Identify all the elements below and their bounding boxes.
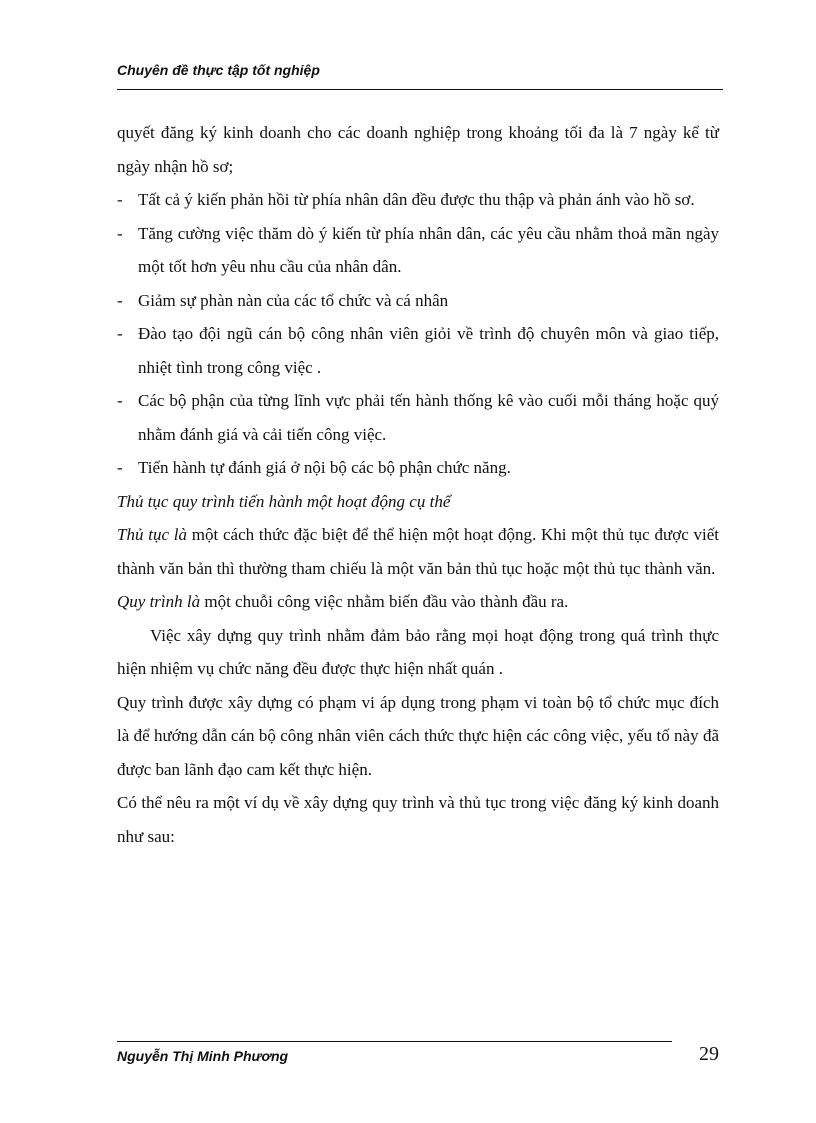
- bullet-item: [117, 183, 719, 217]
- bullet-text: Tiến hành tự đánh giá ở nội bộ các bộ phận chức năng.: [138, 458, 511, 477]
- paragraph-example: Có thể nêu ra một ví dụ về xây dựng quy trình và thủ tục trong việc đăng ký kinh doanh như sau:: [117, 793, 719, 846]
- paragraph-pham-vi: Quy trình được xây dựng có phạm vi áp dụng trong phạm vi toàn bộ tổ chức mục đích là để hướng dẫn cán bộ công nhân viên cách thức thực hiện các công việc, yếu tố này đã được ban lãnh đạo cam kết thực hiện.: [117, 692, 719, 779]
- paragraph-quy-trinh: [117, 585, 719, 619]
- bullet-text: Giảm sự phàn nàn của các tổ chức và cá nhân: [138, 290, 449, 310]
- page-number: 29: [699, 1043, 719, 1065]
- paragraph-viec-xay-dung: Việc xây dựng quy trình nhằm đảm bảo rằng mọi hoạt động trong quá trình thực hiện nhiệm vụ chức năng đều được thực hiện nhất quán .: [117, 625, 719, 678]
- term-quy-trinh: Quy trình là: [117, 592, 201, 611]
- bullet-text: Đào tạo đội ngũ cán bộ công nhân viên giỏi về trình độ chuyên môn và giao tiếp, nhiệt tình trong công việc .: [138, 324, 719, 377]
- bullet-item: [117, 217, 719, 284]
- bullet-dash: -: [117, 391, 123, 410]
- definition-quy-trinh: một chuỗi công việc nhằm biến đầu vào thành đầu ra.: [200, 592, 569, 611]
- section-subheading: Thủ tục quy trình tiến hành một hoạt động cụ thể: [117, 491, 451, 511]
- paragraph-intro: quyết đăng ký kinh doanh cho các doanh nghiệp trong khoảng tối đa là 7 ngày kể từ ngày nhận hồ sơ;: [117, 123, 719, 176]
- bullet-text: Tăng cường việc thăm dò ý kiến từ phía nhân dân, các yêu cầu nhằm thoả mãn ngày một tốt hơn yêu nhu cầu của nhân dân.: [138, 223, 719, 276]
- bullet-dash: -: [117, 324, 123, 343]
- bullet-dash: -: [117, 223, 123, 243]
- paragraph-thu-tuc: [117, 518, 719, 585]
- bullet-text: Các bộ phận của từng lĩnh vực phải tến hành thống kê vào cuối mỗi tháng hoặc quý nhằm đánh giá và cải tiến công việc.: [138, 391, 719, 444]
- footer-author: Nguyễn Thị Minh Phương: [117, 1048, 289, 1064]
- bullet-item: [117, 384, 719, 451]
- bullet-text: Tất cả ý kiến phản hồi từ phía nhân dân đều được thu thập và phản ánh vào hồ sơ.: [138, 190, 695, 209]
- header-divider: [117, 89, 723, 90]
- bullet-item: [117, 284, 719, 318]
- term-thu-tuc: Thủ tục là: [117, 525, 187, 544]
- definition-thu-tuc: một cách thức đặc biệt để thể hiện một hoạt động. Khi một thủ tục được viết thành văn bản thì thường tham chiếu là một văn bản thủ tục hoặc một thủ tục thành văn.: [117, 525, 720, 578]
- bullet-dash: -: [117, 290, 123, 310]
- bullet-dash: -: [117, 458, 123, 477]
- page-header-title: Chuyên đề thực tập tốt nghiệp: [117, 62, 320, 78]
- bullet-item: [117, 451, 719, 485]
- document-body: [117, 116, 719, 853]
- bullet-dash: -: [117, 190, 123, 209]
- bullet-item: [117, 317, 719, 384]
- footer-divider: [117, 1041, 672, 1042]
